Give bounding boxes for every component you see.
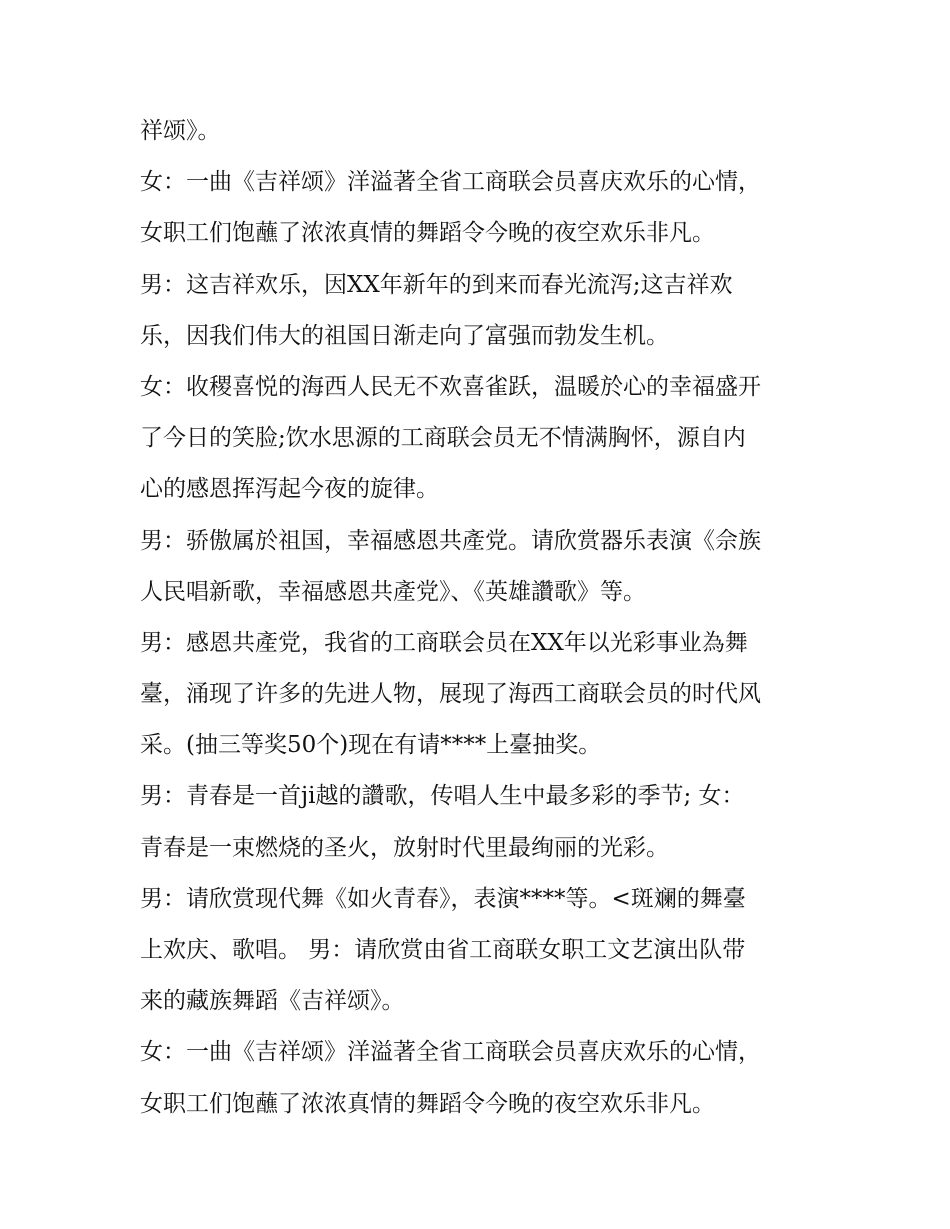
text-line: 女：一曲《吉祥颂》洋溢著全省工商联会员喜庆欢乐的心情，	[140, 169, 761, 196]
text-line: 了今日的笑脸;饮水思源的工商联会员无不情满胸怀，源自内	[140, 425, 746, 452]
text-line: 男：这吉祥欢乐，因XX年新年的到来而春光流泻;这吉祥欢	[140, 271, 733, 298]
text-line: 女职工们饱蘸了浓浓真情的舞蹈令今晚的夜空欢乐非凡。	[140, 1090, 715, 1117]
text-line: 女：一曲《吉祥颂》洋溢著全省工商联会员喜庆欢乐的心情，	[140, 1039, 761, 1066]
body-text	[140, 106, 820, 1130]
text-line: 上欢庆、歌唱。 男：请欣赏由省工商联女职工文艺演出队带	[140, 937, 746, 963]
text-line: 采。(抽三等奖50个)现在有请****上臺抽奖。	[140, 732, 602, 759]
text-line: 男：青春是一首ji越的讚歌，传唱人生中最多彩的季节; 女：	[140, 783, 745, 810]
text-line: 青春是一束燃烧的圣火，放射时代里最绚丽的光彩。	[140, 834, 669, 861]
text-line: 心的感恩挥泻起今夜的旋律。	[140, 476, 439, 503]
text-line: 女：收稷喜悦的海西人民无不欢喜雀跃，温暖於心的幸福盛开	[140, 373, 761, 400]
text-line: 人民唱新歌，幸福感恩共產党》、《英雄讚歌》等。	[140, 578, 646, 605]
text-line: 臺，涌现了许多的先进人物，展现了海西工商联会员的时代风	[140, 681, 761, 708]
text-line: 来的藏族舞蹈《吉祥颂》。	[140, 988, 405, 1015]
text-line: 男：骄傲属於祖国，幸福感恩共產党。请欣赏器乐表演《佘族	[140, 527, 761, 554]
text-line: 男：感恩共產党，我省的工商联会员在XX年以光彩事业為舞	[140, 629, 748, 656]
text-line: 祥颂》。	[140, 118, 221, 144]
text-line: 男：请欣赏现代舞《如火青春》，表演****等。<斑斓的舞臺	[140, 885, 746, 912]
text-line: 乐，因我们伟大的祖国日渐走向了富强而勃发生机。	[140, 322, 669, 349]
text-line: 女职工们饱蘸了浓浓真情的舞蹈令今晚的夜空欢乐非凡。	[140, 220, 715, 247]
